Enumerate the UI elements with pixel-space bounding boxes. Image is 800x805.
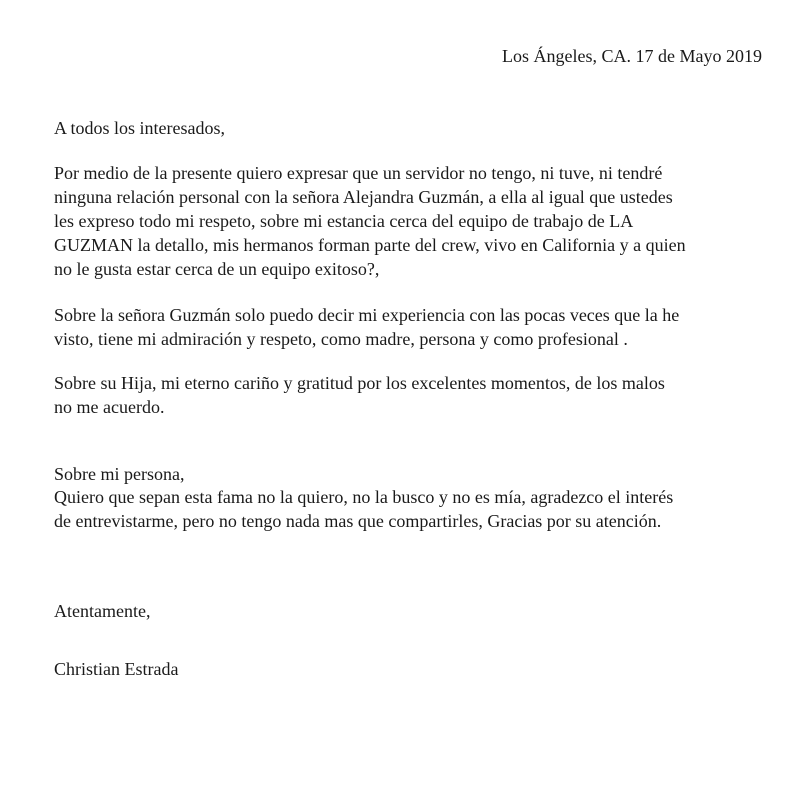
paragraph-4-line-2: Quiero que sepan esta fama no la quiero, no la busco y no es mía, agradezco el interés [54,487,674,507]
closing: Atentamente, [54,601,151,621]
paragraph-1-line-5: no le gusta estar cerca de un equipo exitoso?, [54,259,380,279]
signature-name: Christian Estrada [54,659,179,679]
paragraph-1-line-1: Por medio de la presente quiero expresar que un servidor no tengo, ni tuve, ni tendré [54,163,663,183]
paragraph-1-line-4: GUZMAN la detallo, mis hermanos forman parte del crew, vivo en California y a quien [54,235,686,255]
paragraph-4-line-3: de entrevistarme, pero no tengo nada mas que compartirles, Gracias por su atención. [54,511,662,531]
paragraph-1-line-2: ninguna relación personal con la señora Alejandra Guzmán, a ella al igual que ustedes [54,187,673,207]
paragraph-4-line-1: Sobre mi persona, [54,464,185,484]
paragraph-3-line-2: no me acuerdo. [54,397,165,417]
salutation: A todos los interesados, [54,118,225,138]
paragraph-1-line-3: les expreso todo mi respeto, sobre mi estancia cerca del equipo de trabajo de LA [54,211,634,231]
letter-date: Los Ángeles, CA. 17 de Mayo 2019 [502,46,762,66]
paragraph-3-line-1: Sobre su Hija, mi eterno cariño y gratitud por los excelentes momentos, de los malos [54,373,665,393]
paragraph-2-line-2: visto, tiene mi admiración y respeto, como madre, persona y como profesional . [54,329,628,349]
paragraph-2-line-1: Sobre la señora Guzmán solo puedo decir mi experiencia con las pocas veces que la he [54,305,680,325]
